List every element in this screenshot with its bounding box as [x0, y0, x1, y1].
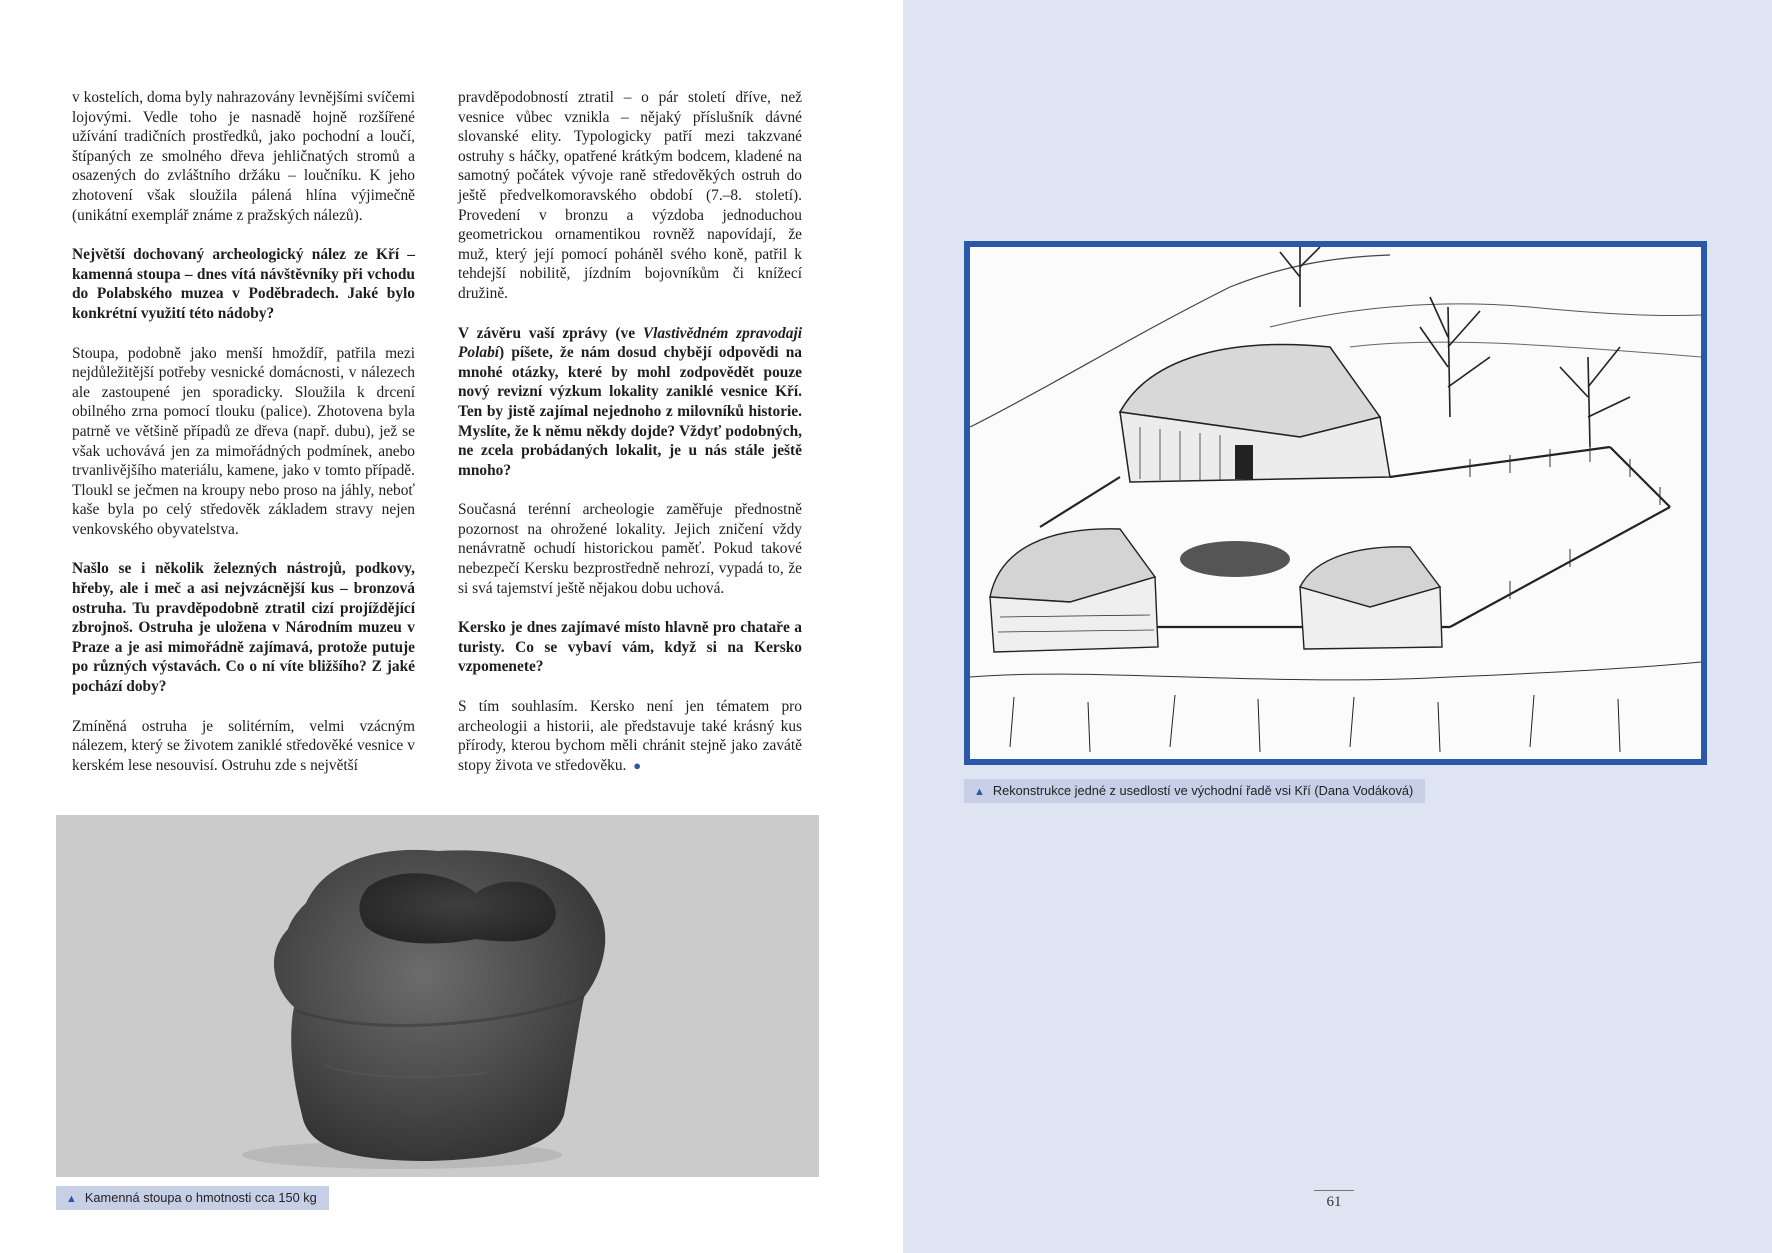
question-text: ) píšete, že nám dosud chybějí odpovědi na mnohé otázky, které by mohl zodpovědět pouze nový revizní výzkum lokality zaniklé vesnice Kří. Ten by jistě zajímal nejednoho z milovníků historie. Myslíte, že k němu někdy dojde? Vždyť podobných, ne zcela probádaných lokalit, je u nás stále ještě mnoho? [458, 344, 802, 479]
interview-question: Kersko je dnes zajímavé místo hlavně pro chataře a turisty. Co se vybaví vám, když si na Kersko vzpomenete? [458, 619, 802, 676]
sketch-caption [964, 779, 1425, 803]
paragraph: pravděpodobností ztratil – o pár století dříve, než vesnice vůbec vznikla – nějaký příslušník dávné slovanské elity. Typologicky patří mezi takzvané ostruhy s háčky, opatřené krátkým bodcem, kladené na samotný počátek vývoje raně středověkých ostruh do ještě předvelkomoravského období (7.–8. století). Provedení v bronzu a výzdoba jednoduchou geometrickou ornamentikou rovněž napovídají, že muž, který její pomocí poháněl svého koně, patřil k tehdejší nobilitě, jízdním bojovníkům či knížecí družině. [458, 89, 802, 302]
caption-marker-icon: ▲ [974, 786, 985, 798]
stone-mortar-image [56, 815, 819, 1177]
paragraph [458, 697, 802, 775]
paragraph: Zmíněná ostruha je solitérním, velmi vzácným nálezem, který se životem zaniklé středověké vesnice v kerském lese nesouvisí. Ostruhu zde s největší [72, 717, 415, 774]
stone-photo-caption [56, 1186, 329, 1210]
paragraph: Stoupa, podobně jako menší hmoždíř, patřila mezi nejdůležitější potřeby vesnické domácnosti, v nálezech ale zastoupené jen sporadicky. Sloužila k drcení obilného zrna pomocí tlouku (palice). Zhotovena byla patrně ve většině případů ze dřeva (např. dubu), jež se však uchovává jen za mimořádných podmínek, anebo trvanlivějšího materiálu, kamene, jako v tomto případě. Tloukl se ječmen na kroupy nebo proso na jáhly, neboť kaše byla po celý středověk základem stravy nejen venkovského obyvatelstva. [72, 344, 415, 538]
text-column-1 [72, 88, 415, 775]
caption-text: Kamenná stoupa o hmotnosti cca 150 kg [84, 1190, 317, 1205]
text-column-2 [458, 88, 802, 775]
reconstruction-drawing [964, 241, 1707, 765]
paragraph-text: S tím souhlasím. Kersko není jen tématem pro archeologii a historii, ale představuje také krásný kus přírody, kterou bychom měli chránit stejně jako zavátě stopy života ve středověku. [458, 698, 802, 774]
question-text: V závěru vaší zprávy (ve [458, 324, 643, 342]
interview-question: Našlo se i několik železných nástrojů, podkovy, hřeby, ale i meč a asi nejvzácnější kus – bronzová ostruha. Tu pravděpodobně ztratil cizí projíždějící zbrojnoš. Ostruha je uložena v Národním muzeu v Praze a je asi mimořádně zajímavá, protože putuje po různých výstavách. Co o ní víte bližšího? Z jaké pochází doby? [72, 560, 415, 696]
end-mark-icon: ● [633, 757, 642, 773]
page-number: 61 [1314, 1190, 1354, 1211]
farmstead-sketch-image [970, 247, 1701, 759]
paragraph: v kostelích, doma byly nahrazovány levnějšími svíčemi lojovými. Vedle toho je nasnadě hojně rozšířené užívání tradičních prostředků, jako pochodní a loučí, štípaných ze smolného dřeva jehličnatých stromů a osazených do zvláštního držáku – loučníku. K jeho zhotovení však sloužila pálená hlína výjimečně (unikátní exemplář známe z pražských nálezů). [72, 89, 415, 224]
interview-question [458, 324, 802, 481]
publication-title: Vlastivědném zpravodaji Polabí [458, 324, 803, 362]
caption-marker-icon: ▲ [66, 1193, 77, 1205]
paragraph: Současná terénní archeologie zaměřuje přednostně pozornost na ohrožené lokality. Jejich zničení vždy nenávratně ochudí historickou paměť. Pokud takové nebezpečí Kersku bezprostředně nehrozí, vypadá to, že si svá tajemství ještě nějakou dobu uchová. [458, 501, 802, 597]
stone-mortar-photo [56, 815, 819, 1177]
interview-question: Největší dochovaný archeologický nález ze Kří – kamenná stoupa – dnes vítá návštěvníky při vchodu do Polabského muzea v Poděbradech. Jaké bylo konkrétní využití této nádoby? [72, 246, 415, 322]
caption-text: Rekonstrukce jedné z usedlostí ve východní řadě vsi Kří (Dana Vodáková) [992, 783, 1414, 798]
